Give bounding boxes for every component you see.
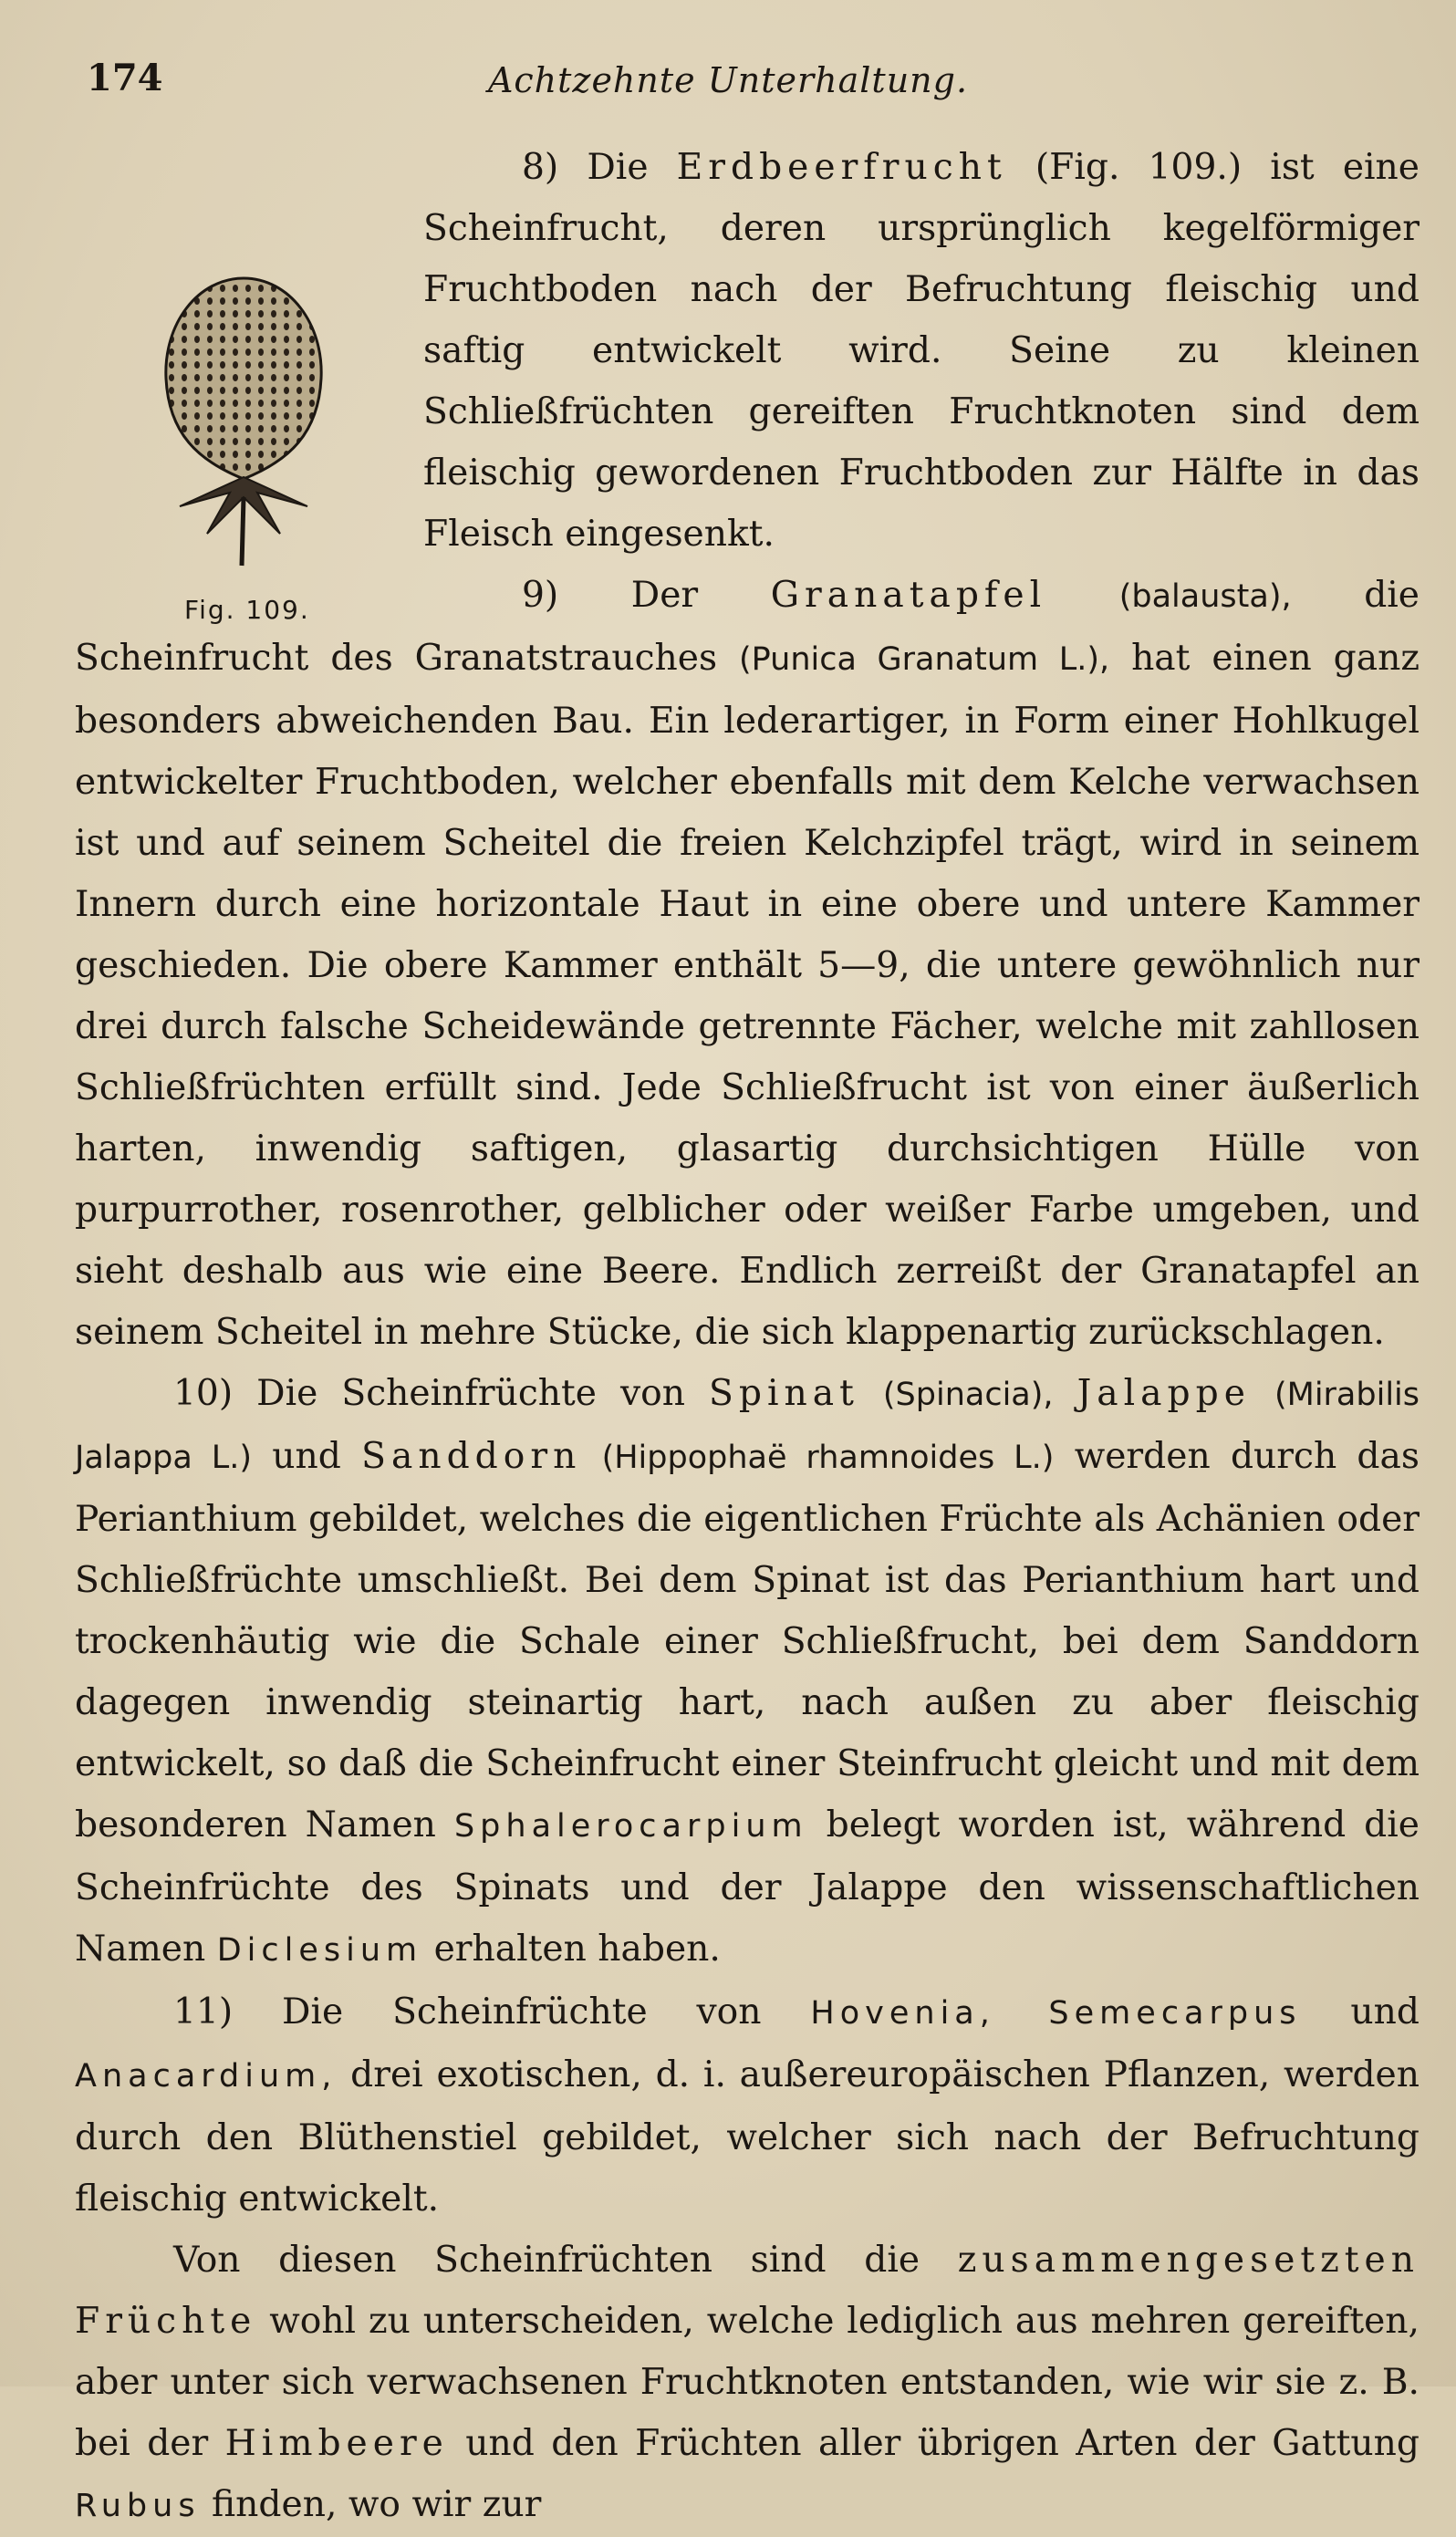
body-text [75,137,1420,2537]
paragraph-9 [75,565,1420,1363]
paragraph-text: ist eine Scheinfrucht, deren ursprünglich kegelförmiger Fruchtboden nach der Befruchtung fleischig und saftig entwickelt wird. Seine zu kleinen Schließfrüchten gereiften Fruchtknoten sind dem fleischig gewordenen Fruchtboden zur Hälfte in das Fleisch eingesenkt. [423,147,1420,555]
paragraph-text: Von diesen Scheinfrüchten sind die [173,2240,920,2281]
latin-name: (balausta), [1118,578,1292,615]
figure-109 [75,132,403,625]
paragraph-text: und den Früchten aller übrigen Arten der Gattung [465,2423,1420,2464]
latin-name: Anacardium, [75,2058,338,2095]
paragraph-text: drei exotischen, d. i. außereuropäischen Pflanzen, werden durch den Blüthenstiel gebildet, welcher sich nach der Befruchtung fleischig entwickelt. [75,2054,1420,2220]
paragraph-11 [75,1981,1420,2230]
paragraph-12 [75,2230,1420,2537]
paragraph-text: und [272,1436,341,1477]
strawberry-illustration-icon [152,269,335,570]
paragraph-text: und [1350,1991,1420,2033]
term-erdbeerfrucht: Erdbeerfrucht [676,147,1007,188]
paragraph-text: hat einen ganz besonders abweichenden Bau. Ein lederartiger, in Form einer Hohlkugel entwickelter Fruchtboden, welcher ebenfalls mit dem Kelche verwachsen ist und auf seinem Scheitel die freien Kelchzipfel trägt, wird in seinem Innern durch eine horizontale Haut in eine obere und untere Kammer geschieden. Die obere Kammer enthält 5—9, die untere gewöhnlich nur drei durch falsche Scheidewände getrennte Fächer, welche mit zahllosen Schließfrüchten erfüllt sind. Jede Schließfrucht ist von einer äußerlich harten, inwendig saftigen, glasartig durchsichtigen Hülle von purpurrother, rosenrother, gelblicher oder weißer Farbe umgeben, und sieht deshalb aus wie eine Beere. Endlich zerreißt der Granatapfel an seinem Scheitel in mehre Stücke, die sich klappenartig zurückschlagen. [75,638,1420,1353]
term-diclesium: Diclesium [216,1932,423,1969]
item-number: 8) Die [522,147,649,188]
paragraph-text: werden durch das Perianthium gebildet, welches die eigentlichen Früchte als Achänien oder Schließfrüchte umschließt. Bei dem Spinat ist das Perianthium hart und trockenhäutig wie die Schale einer Schließfrucht, bei dem Sanddorn dagegen inwendig steinartig hart, nach außen zu aber fleischig entwickelt, so daß die Scheinfrucht einer Steinfrucht gleicht und mit dem besonderen Namen [75,1436,1420,1846]
paragraph-text: belegt worden ist, während die Scheinfrüchte des Spinats und der Jalappe den wissenschaftlichen Namen [75,1804,1420,1970]
latin-name: (Punica Granatum L.), [739,641,1110,678]
running-head: Achtzehnte Unterhaltung. [487,60,969,100]
term-himbeere: Himbeere [224,2423,449,2464]
term-sanddorn: Sanddorn [361,1436,582,1477]
term-jalappe: Jalappe [1076,1373,1251,1414]
term-zusammengesetzte-fruechte: zusammengesetzten Früchte [75,2240,1420,2342]
item-number: 11) Die Scheinfrüchte von [173,1991,762,2033]
paragraph-text: finden, wo wir zur [212,2484,542,2525]
latin-name: Hovenia, Semecarpus [810,1995,1302,2032]
latin-name: (Hippophaë rhamnoides L.) [601,1440,1055,1476]
item-number: 9) Der [522,575,699,616]
latin-name: Rubus [75,2488,201,2524]
latin-name: (Spinacia), [882,1377,1054,1413]
latin-name: (Mirabilis Jalappa L.) [75,1377,1420,1476]
term-spinat: Spinat [709,1373,859,1414]
figure-reference: (Fig. 109.) [1035,147,1243,188]
paragraph-text: die Scheinfrucht des Granatstrauches [75,575,1420,679]
term-granatapfel: Granatapfel [770,575,1047,616]
paragraph-text: erhalten haben. [433,1929,721,1970]
page-header [87,57,1369,120]
paragraph-text: wohl zu unterscheiden, welche lediglich aus mehren gereiften, aber unter sich verwachsenen Fruchtknoten entstanden, wie wir sie z. B. bei der [75,2301,1420,2464]
paragraph-10 [75,1363,1420,1981]
page-number: 174 [87,57,163,99]
figure-caption: Fig. 109. [184,595,310,625]
item-number: 10) Die Scheinfrüchte von [173,1373,685,1414]
term-sphalerocarpium: Sphalerocarpium [453,1808,808,1845]
